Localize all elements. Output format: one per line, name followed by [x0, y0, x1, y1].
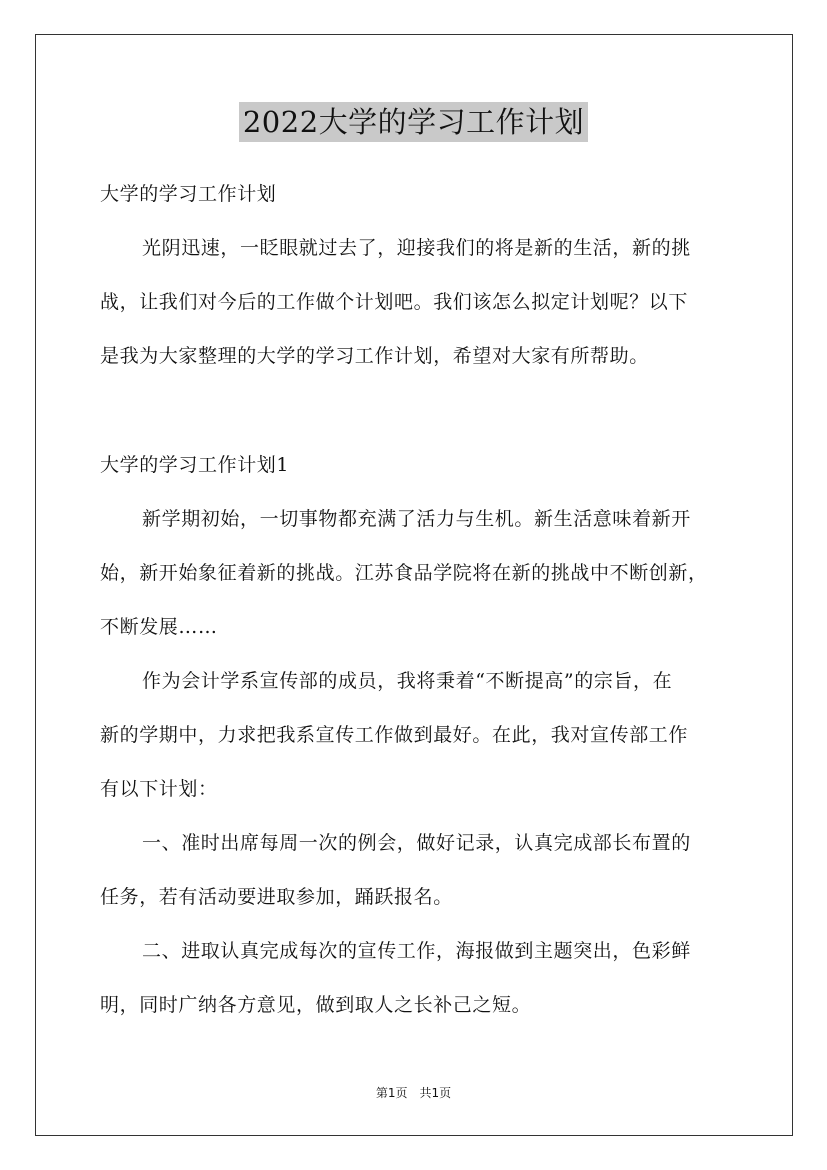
paragraph-line: 新的学期中，力求把我系宣传工作做到最好。在此，我对宣传部工作: [100, 724, 689, 746]
paragraph-line: 战，让我们对今后的工作做个计划吧。我们该怎么拟定计划呢？以下: [100, 291, 689, 313]
paragraph-line: 作为会计学系宣传部的成员，我将秉着“不断提高”的宗旨，在: [142, 670, 673, 692]
page-footer: 第1页 共1页: [375, 1086, 452, 1100]
paragraph-line: 是我为大家整理的大学的学习工作计划，希望对大家有所帮助。: [100, 345, 649, 367]
paragraph-line: 明，同时广纳各方意见，做到取人之长补己之短。: [100, 994, 532, 1016]
paragraph-line: 新学期初始，一切事物都充满了活力与生机。新生活意味着新开: [142, 508, 691, 530]
title-container: [0, 102, 827, 142]
section-heading: 大学的学习工作计划: [100, 183, 277, 205]
paragraph-line: 始，新开始象征着新的挑战。江苏食品学院将在新的挑战中不断创新，: [100, 562, 708, 584]
paragraph-line: 二、进取认真完成每次的宣传工作，海报做到主题突出，色彩鲜: [142, 940, 691, 962]
paragraph-line: 光阴迅速，一眨眼就过去了，迎接我们的将是新的生活，新的挑: [142, 237, 691, 259]
paragraph-line: 一、准时出席每周一次的例会，做好记录，认真完成部长布置的: [142, 832, 691, 854]
section-heading: 大学的学习工作计划1: [100, 454, 290, 476]
paragraph-line: 任务，若有活动要进取参加，踊跃报名。: [100, 886, 453, 908]
paragraph-line: 不断发展……: [100, 616, 218, 638]
document-title: 2022大学的学习工作计划: [239, 102, 588, 142]
paragraph-line: 有以下计划：: [100, 778, 218, 800]
